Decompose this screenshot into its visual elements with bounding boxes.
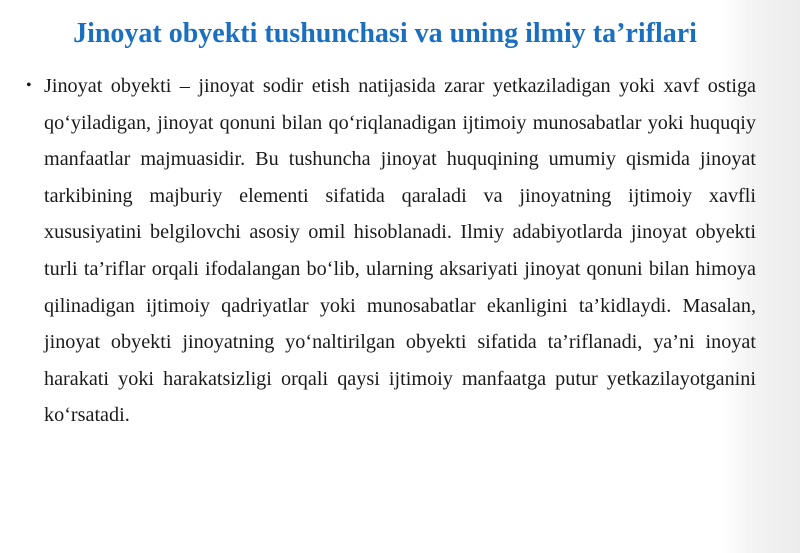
bullet-text: Jinoyat obyekti – jinoyat sodir etish natijasida zarar yetkaziladigan yoki xavf ostiga qo‘yiladigan, jinoyat qonuni bilan qo‘riqlanadigan ijtimoiy munosabatlar yoki huquqiy manfaatlar majmuasidir. Bu tushuncha jinoyat huquqining umumiy qismida jinoyat tarkibining majburiy elementi sifatida qaraladi va jinoyatning ijtimoiy xavfli xususiyatini belgilovchi asosiy omil hisoblanadi. Ilmiy adabiyotlarda jinoyat obyekti turli ta’riflar orqali ifodalangan bo‘lib, ularning aksariyati jinoyat qonuni bilan himoya qilinadigan ijtimoiy qadriyatlar yoki munosabatlar ekanligini ta’kidlaydi. Masalan, jinoyat obyekti jinoyatning yo‘naltirilgan obyekti sifatida ta’riflanadi, ya’ni inoyat harakati yoki harakatsizligi orqali qaysi ijtimoiy manfaatga putur yetkazilayotganini ko‘rsatadi.	[44, 75, 756, 427]
slide-title: Jinoyat obyekti tushunchasi va uning ilmiy ta’riflari	[73, 18, 697, 49]
bullet-dot-icon: •	[26, 77, 32, 94]
bullet-item	[26, 68, 756, 434]
slide-body	[26, 68, 756, 434]
